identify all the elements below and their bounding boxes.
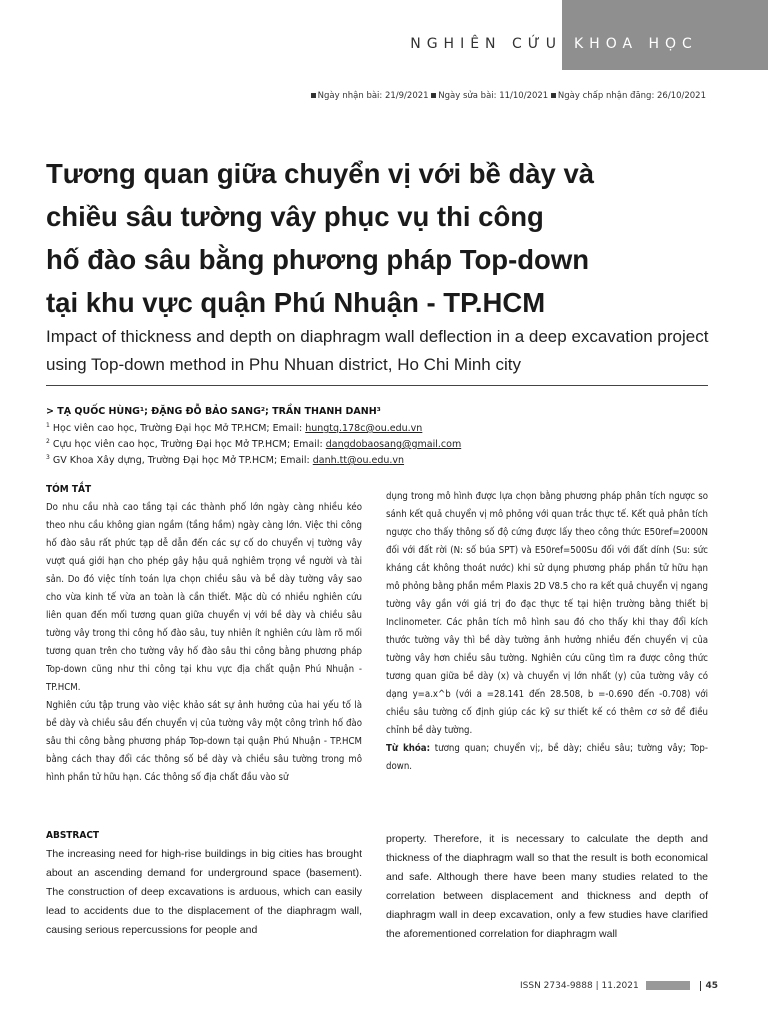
bullet-square-icon	[311, 93, 316, 98]
title-line: tại khu vực quận Phú Nhuận - TP.HCM	[46, 287, 546, 318]
keywords-text: tương quan; chuyển vị;, bề dày; chiều sâu; tường vây; Top-down.	[386, 743, 708, 772]
section-label: NGHIÊN CỨU	[410, 36, 562, 52]
summary-heading: TÓM TẮT	[46, 484, 92, 495]
issn: ISSN 2734-9888	[520, 981, 593, 991]
abstract-left-column	[46, 830, 362, 940]
abstract-heading: ABSTRACT	[46, 830, 100, 841]
title-line: hố đào sâu bằng phương pháp Top-down	[46, 244, 590, 275]
title-line: Tương quan giữa chuyển vị với bề dày và	[46, 158, 595, 189]
affiliation-number: 2	[46, 438, 50, 445]
issue: 11.2021	[601, 981, 639, 991]
affiliation	[46, 454, 404, 466]
affiliation	[46, 422, 422, 434]
date-accepted: Ngày chấp nhận đăng: 26/10/2021	[557, 91, 706, 101]
summary-paragraph: dụng trong mô hình được lựa chọn bằng phương pháp phân tích ngược so sánh kết quả chuyển vị mô phỏng với quan trắc thực tế. Kết quả phân tích ngược cho thấy thông số độ cứng được lấy theo công thức E50ref=2000N đối với đất rời (N: số búa SPT) và E50ref=500Su đối với đất dính (Su: sức kháng cắt không thoát nước) khi sử dụng phương pháp phần tử hữu hạn mô phỏng bằng phần mềm Plaxis 2D V8.5 cho ra kết quả chuyển vị ngang tường vây gần với giá trị đo đạc thực tế tại hiện trường bằng thiết bị Inclinometer. Các phân tích mô hình sau đó cho thấy khi thay đổi kích thước tường vây thì bề dày tường ảnh hưởng nhiều đến chuyển vị của tường vây hơn chiều sâu tường. Nghiên cứu cũng tìm ra được công thức tương quan giữa bề dày (x) và chuyển vị lớn nhất (y) của tường vây có dạng y=a.x^b (với a =28.141 đến 28.508, b =-0.690 đến -0.708) với chiều sâu tường cố định giúp các kỹ sư thiết kế có thêm cơ sở để điều chỉnh bề dày tường.	[386, 491, 708, 736]
keywords-label: Từ khóa:	[386, 743, 431, 754]
email-link[interactable]: hungtq.178c@ou.edu.vn	[305, 423, 423, 435]
affiliation-text: Học viên cao học, Trường Đại học Mở TP.HCM; Email:	[52, 423, 306, 435]
date-revised: Ngày sửa bài: 11/10/2021	[438, 91, 549, 101]
affiliation-text: GV Khoa Xây dựng, Trường Đại học Mở TP.HCM; Email:	[52, 455, 313, 467]
magazine-logo-icon	[646, 981, 690, 990]
page-footer: ISSN 2734-9888 | 11.2021 45	[520, 981, 718, 991]
email-link[interactable]: dangdobaosang@gmail.com	[325, 439, 462, 451]
section-tag-label: KHOA HỌC	[574, 36, 698, 52]
affiliation	[46, 438, 461, 450]
abstract-right-column	[386, 830, 708, 944]
section-tag	[562, 0, 768, 70]
title-line: chiều sâu tường vây phục vụ thi công	[46, 201, 544, 232]
summary-paragraph: Do nhu cầu nhà cao tầng tại các thành phố lớn ngày càng nhiều kéo theo nhu cầu không gian ngầm (tầng hầm) ngày càng lớn. Việc thi công hố đào sâu rất phức tạp dễ dẫn đến các sự cố do chuyển vị tường vây vượt quá giới hạn cho phép gây hậu quả nghiêm trọng về người và tài sản. Do đó việc tính toán lựa chọn chiều sâu và bề dày tường vây sao cho vừa kinh tế vừa an toàn là cần thiết. Mặc dù có nhiều nghiên cứu liên quan đến mối tương quan giữa chuyển vị với bề dày và chiều sâu tường vây trong thi công hố đào sâu, tuy nhiên ít nghiên cứu làm rõ mối tương quan trên cho tường vây hố đào sâu thi công bằng phương pháp Top-down cũng như thi công tại khu vực địa chất quận Phú Nhuận - TP.HCM.	[46, 502, 362, 693]
subtitle-line: Impact of thickness and depth on diaphragm wall deflection in a deep excavation project	[46, 327, 709, 346]
date-received: Ngày nhận bài: 21/9/2021	[317, 91, 429, 101]
summary-paragraph: Nghiên cứu tập trung vào việc khảo sát sự ảnh hưởng của hai yếu tố là bề dày và chiều sâu đến chuyển vị của tường vây một công trình hố đào sâu thi công bằng phương pháp Top-down tại quận Phú Nhuận - TP.HCM bằng cách thay đổi các thông số bề dày và chiều sâu tường trong mô hình phần tử hữu hạn. Các thông số địa chất đầu vào sử	[46, 700, 362, 783]
abstract-paragraph: property. Therefore, it is necessary to calculate the depth and thickness of the diaphragm wall so that the result is both economical and safe. Although there have been many studies related to the correlation between displacement and thickness and depth of diaphragm wall in deep excavation, only a few studies have clarified the aforementioned correlation for diaphragm wall	[386, 833, 708, 940]
affiliation-text: Cựu học viên cao học, Trường Đại học Mở TP.HCM; Email:	[52, 439, 326, 451]
keywords	[386, 740, 708, 776]
page-number: 45	[700, 981, 718, 991]
article-title	[46, 152, 686, 324]
divider	[46, 385, 708, 386]
affiliation-number: 1	[46, 422, 50, 429]
summary-left-column	[46, 484, 362, 787]
abstract-paragraph: The increasing need for high-rise buildings in big cities has brought about an ascending demand for underground space (basement). The construction of deep excavations is arduous, which can easily lead to accidents due to the displacement of the diaphragm wall, causing serious repercussions for people and	[46, 848, 362, 936]
email-link[interactable]: danh.tt@ou.edu.vn	[312, 455, 405, 467]
author-list: > TẠ QUỐC HÙNG¹; ĐẶNG ĐỖ BẢO SANG²; TRẦN THANH DANH³	[46, 406, 381, 417]
subtitle-line: using Top-down method in Phu Nhuan district, Ho Chi Minh city	[46, 355, 521, 374]
affiliation-number: 3	[46, 454, 50, 461]
bullet-square-icon	[551, 93, 556, 98]
bullet-square-icon	[431, 93, 436, 98]
summary-right-column	[386, 488, 708, 776]
article-dates	[311, 91, 706, 101]
english-title	[46, 323, 716, 379]
